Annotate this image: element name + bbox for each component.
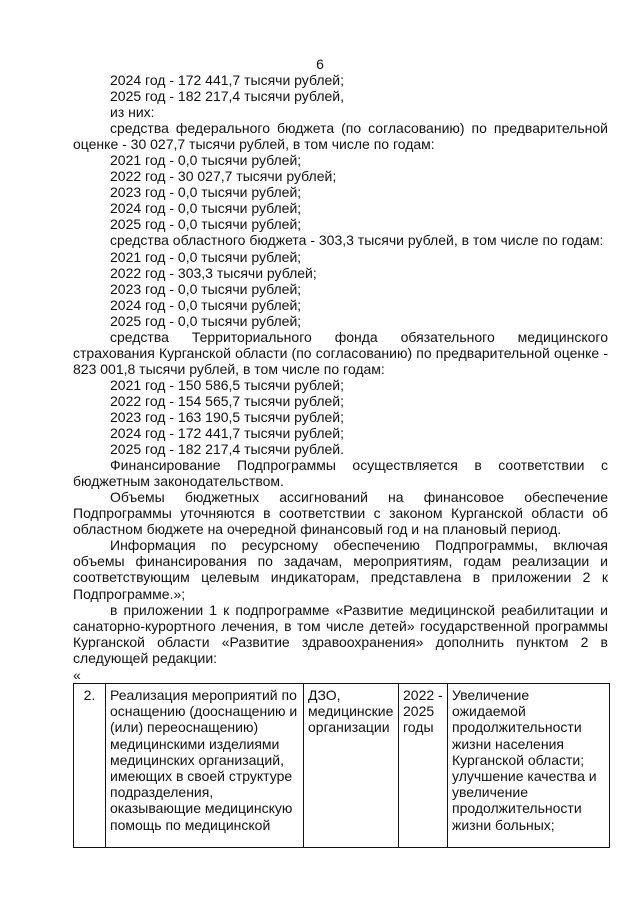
text-line: Информация по ресурсному обеспечению Подпрограммы, включая <box>110 537 608 554</box>
text-line: средства областного бюджета - 303,3 тысячи рублей, в том числе по годам: <box>110 232 604 249</box>
text-line: объемы финансирования по задачам, мероприятиям, годам реализации и <box>73 553 608 570</box>
text-line: 2025 год - 182 217,4 тысячи рублей. <box>110 441 344 458</box>
text-line: 2023 год - 163 190,5 тысячи рублей; <box>110 408 344 425</box>
text-line: 2025 год - 182 217,4 тысячи рублей, <box>110 88 344 105</box>
result-text-line: продолжительности <box>452 800 582 817</box>
executor-text-line: ДЗО, <box>308 687 341 703</box>
activity-cell <box>106 684 304 848</box>
text-line: областном бюджете на очередной финансовый год и на плановый период. <box>73 521 562 538</box>
text-line: Объемы бюджетных ассигнований на финансовое обеспечение <box>110 489 608 506</box>
result-text-line: жизни населения <box>452 735 564 752</box>
page-number: 6 <box>316 56 324 72</box>
text-line: соответствующим целевым индикаторам, представлена в приложении 2 к <box>73 569 608 586</box>
table-row <box>74 684 610 848</box>
activity-text-line: Реализация мероприятий по <box>110 687 297 703</box>
activity-text-line: оказывающие медицинскую <box>110 800 293 817</box>
row-number-cell <box>74 684 106 848</box>
text-line: 2023 год - 0,0 тысячи рублей; <box>110 184 302 201</box>
period-cell <box>399 684 448 848</box>
result-text-line: увеличение <box>452 784 529 801</box>
period-text-line: 2025 <box>403 703 435 720</box>
activity-table <box>73 683 610 848</box>
result-text-line: ожидаемой <box>452 703 526 720</box>
opening-quote-mark: « <box>73 667 81 683</box>
text-line: в приложении 1 к подпрограмме «Развитие медицинской реабилитации и <box>110 601 608 618</box>
activity-text-line: помощь по медицинской <box>110 816 271 833</box>
text-line: Финансирование Подпрограммы осуществляется в соответствии с <box>110 457 608 474</box>
text-line: 2025 год - 0,0 тысячи рублей; <box>110 216 302 233</box>
result-text-line: Увеличение <box>452 687 530 703</box>
result-text-line: Курганской области; <box>452 751 585 768</box>
text-line: следующей редакции: <box>73 649 218 666</box>
text-line: 2024 год - 0,0 тысячи рублей; <box>110 200 302 217</box>
text-line: 2023 год - 0,0 тысячи рублей; <box>110 280 302 297</box>
text-line: 2024 год - 172 441,7 тысячи рублей; <box>110 72 344 88</box>
text-line: из них: <box>110 104 155 121</box>
text-line: 823 001,8 тысячи рублей, в том числе по годам: <box>73 360 385 377</box>
text-line: санаторно-курортного лечения, в том числе детей» государственной программы <box>73 617 608 634</box>
text-line: 2021 год - 0,0 тысячи рублей; <box>110 248 302 265</box>
activity-text-line: медицинских организаций, <box>110 751 284 768</box>
executor-text-line: медицинские <box>308 703 394 720</box>
text-line: Курганской области «Развитие здравоохранения» дополнить пунктом 2 в <box>73 633 608 650</box>
text-line: 2024 год - 172 441,7 тысячи рублей; <box>110 425 344 442</box>
document-body <box>73 72 608 666</box>
text-line: 2022 год - 154 565,7 тысячи рублей; <box>110 392 344 409</box>
text-line: оценке - 30 027,7 тысячи рублей, в том числе по годам: <box>73 136 435 153</box>
period-text-line: годы <box>403 719 434 736</box>
text-line: средства федерального бюджета (по согласованию) по предварительной <box>110 120 608 137</box>
text-line: 2025 год - 0,0 тысячи рублей; <box>110 312 302 329</box>
activity-text-line: медицинскими изделиями <box>110 735 280 752</box>
text-line: 2024 год - 0,0 тысячи рублей; <box>110 296 302 313</box>
text-line: 2021 год - 150 586,5 тысячи рублей; <box>110 376 344 393</box>
text-line: Подпрограмме.»; <box>73 585 186 602</box>
text-line: средства Территориального фонда обязательного медицинского <box>110 328 608 345</box>
text-line: бюджетным законодательством. <box>73 473 284 490</box>
activity-text-line: оснащению (дооснащению и <box>110 703 298 720</box>
result-cell <box>448 684 610 848</box>
result-text-line: жизни больных; <box>452 816 555 833</box>
activity-text-line: (или) переоснащению) <box>110 719 259 736</box>
row-number: 2. <box>83 687 96 703</box>
period-text-line: 2022 - <box>403 687 443 703</box>
result-text-line: улучшение качества и <box>452 768 597 785</box>
result-text-line: продолжительности <box>452 719 582 736</box>
text-line: Подпрограммы уточняются в соответствии с законом Курганской области об <box>73 505 608 522</box>
text-line: 2021 год - 0,0 тысячи рублей; <box>110 152 302 169</box>
activity-text-line: имеющих в своей структуре <box>110 768 293 785</box>
text-line: страхования Курганской области (по согласованию) по предварительной оценке - <box>73 344 608 361</box>
activity-text-line: подразделения, <box>110 784 214 801</box>
text-line: 2022 год - 303,3 тысячи рублей; <box>110 264 317 281</box>
text-line: 2022 год - 30 027,7 тысячи рублей; <box>110 168 337 185</box>
executor-text-line: организации <box>308 719 390 736</box>
executor-cell <box>304 684 399 848</box>
